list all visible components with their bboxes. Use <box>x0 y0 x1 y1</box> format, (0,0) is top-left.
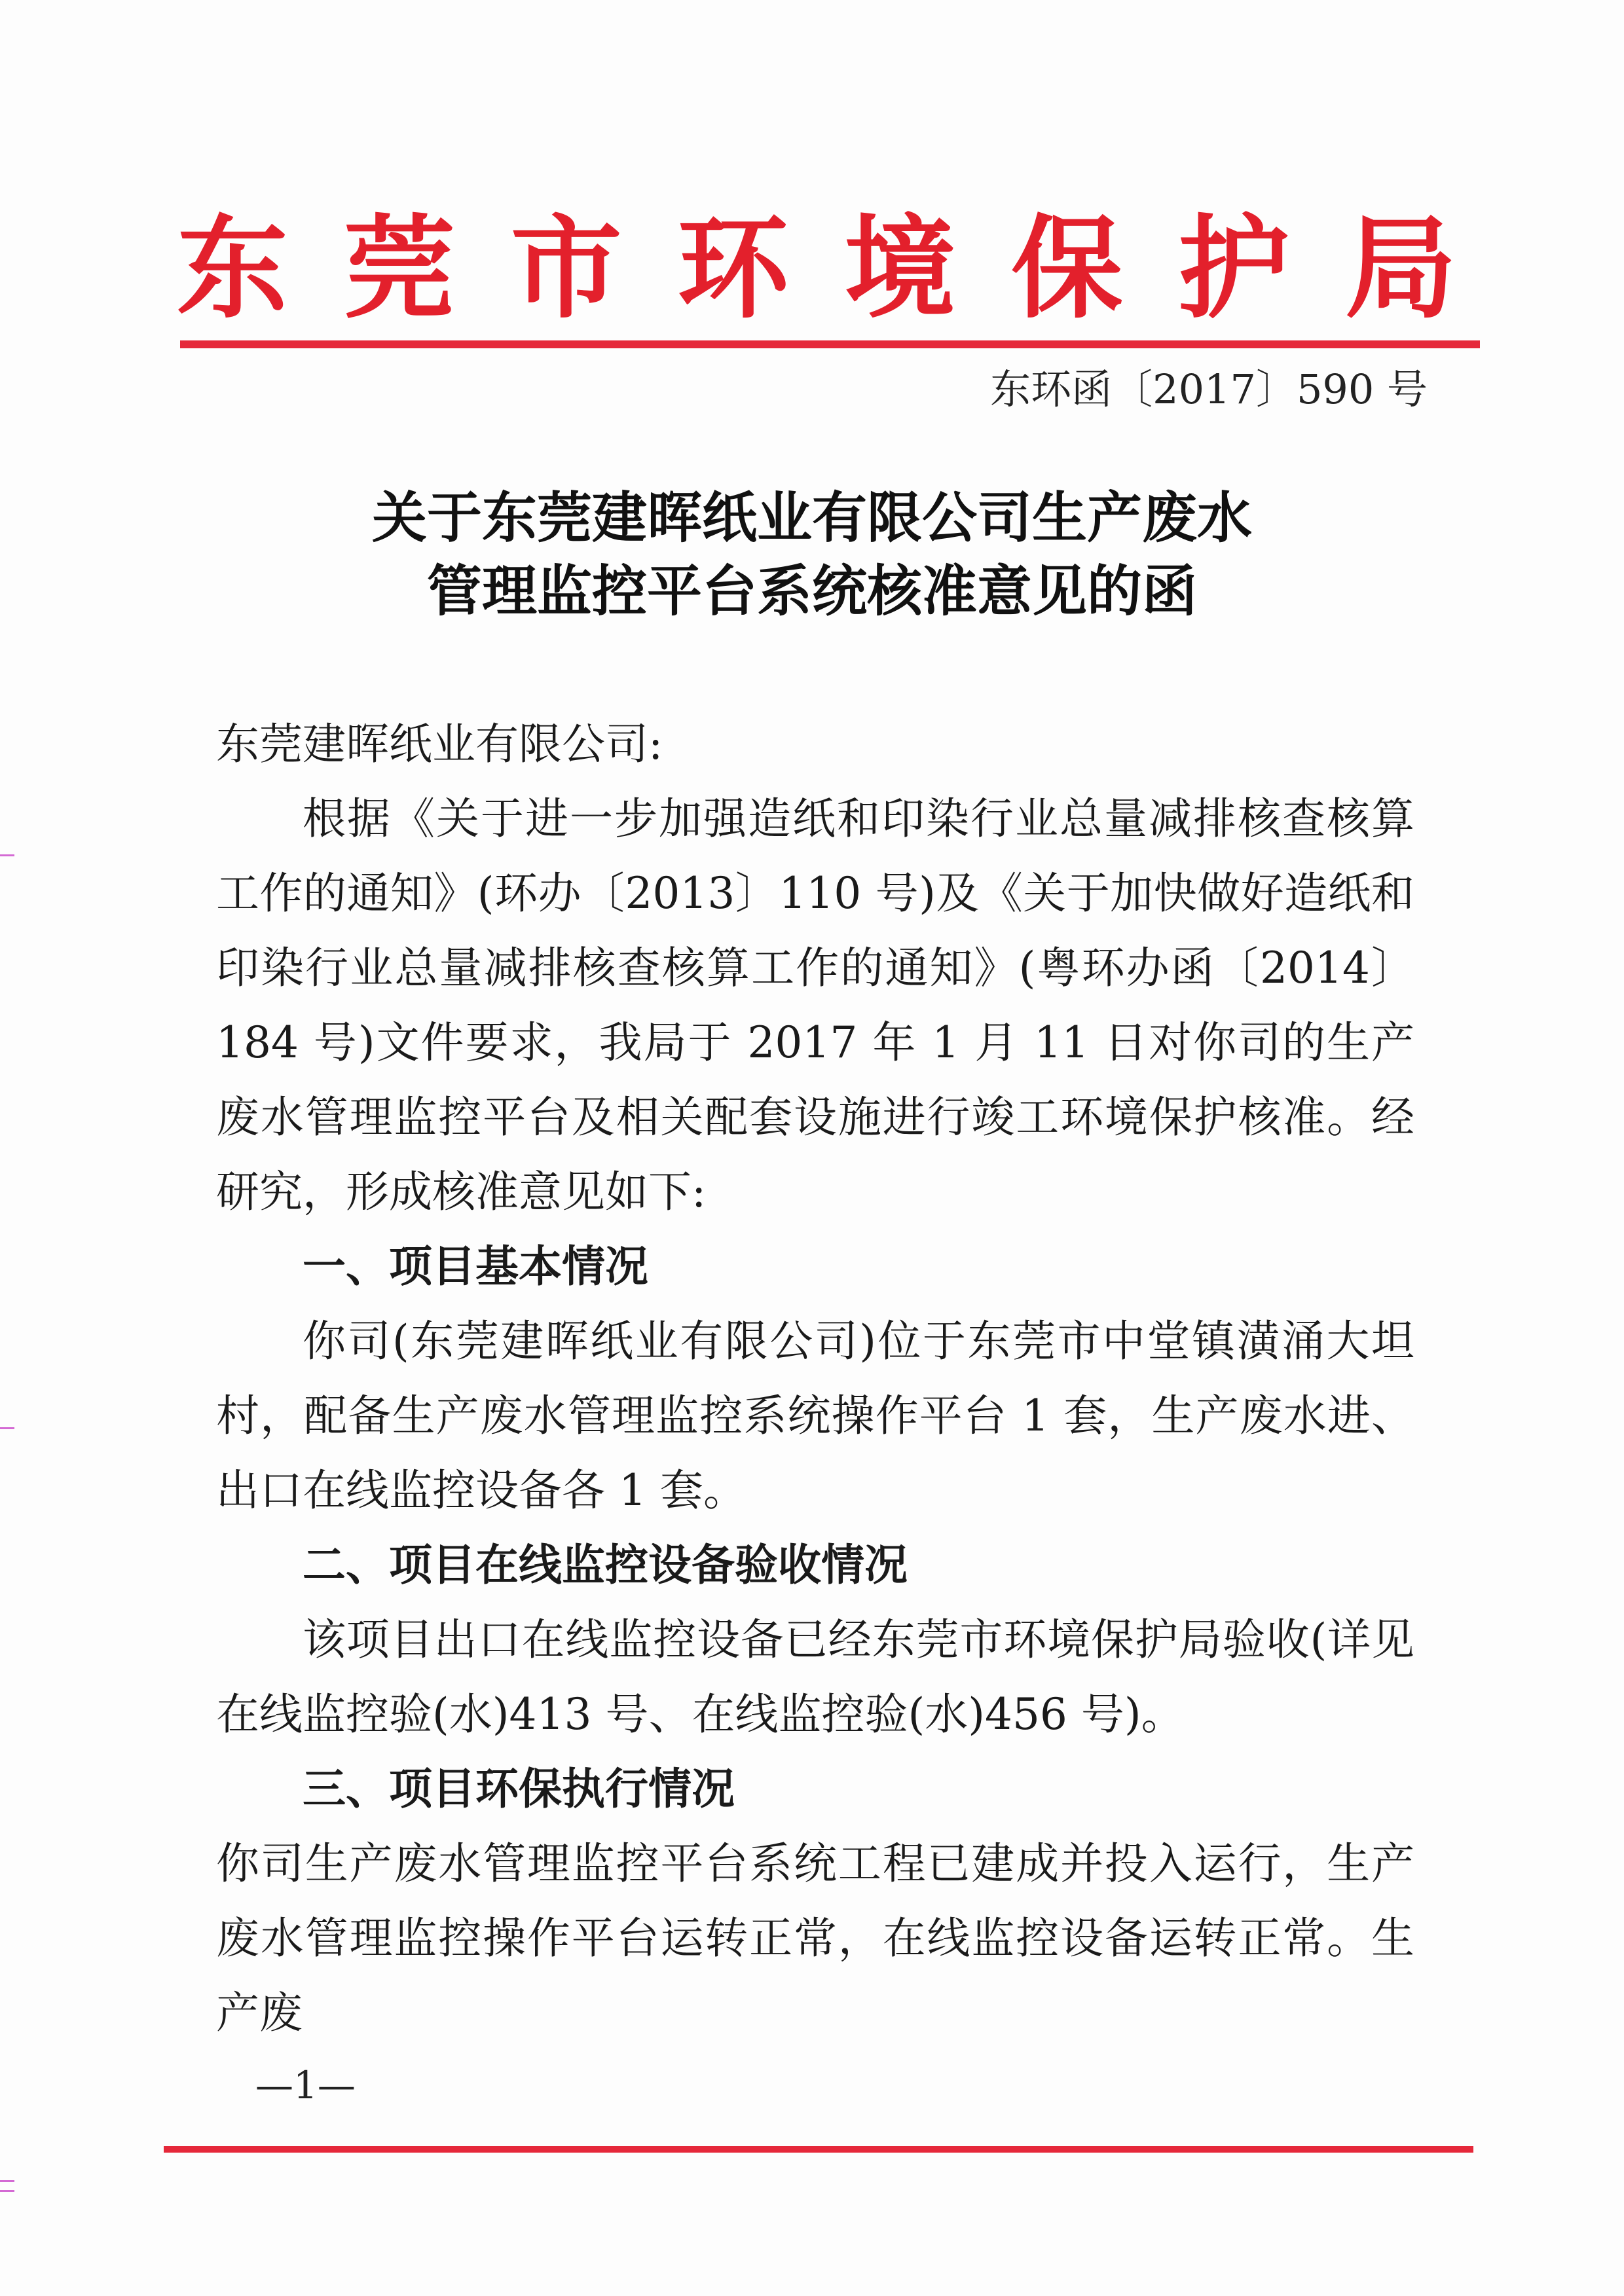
document-title <box>236 481 1388 628</box>
binding-margin-mark <box>0 2180 14 2182</box>
page-number: —1— <box>255 2063 356 2107</box>
section-3-heading: 三、项目环保执行情况 <box>303 1764 735 1814</box>
document-title-line-2: 管理监控平台系统核准意见的函 <box>426 558 1197 623</box>
section-1-heading: 一、项目基本情况 <box>303 1241 648 1292</box>
intro-paragraph: 根据《关于进一步加强造纸和印染行业总量减排核查核算工作的通知》(环办〔2013〕110 号)及《关于加快做好造纸和印染行业总量减排核查核算工作的通知》(粤环办函〔2014〕184 号)文件要求，我局于 2017 年 1 月 11 日对你司的生产废水管理监控平台及相关配套设施进行竣工环境保护核准。经研究，形成核准意见如下: <box>216 793 1414 1217</box>
section-1-paragraph: 你司(东莞建晖纸业有限公司)位于东莞市中堂镇潢涌大坦村，配备生产废水管理监控系统操作平台 1 套，生产废水进、出口在线监控设备各 1 套。 <box>216 1316 1414 1516</box>
document-body <box>216 707 1414 2050</box>
section-2-heading: 二、项目在线监控设备验收情况 <box>303 1540 908 1590</box>
document-number: 东环函〔2017〕590 号 <box>990 365 1428 413</box>
salutation: 东莞建晖纸业有限公司: <box>216 719 663 769</box>
binding-margin-mark <box>0 854 14 856</box>
section-3-paragraph: 你司生产废水管理监控平台系统工程已建成并投入运行，生产废水管理监控操作平台运转正常，在线监控设备运转正常。生产废 <box>216 1838 1414 2038</box>
binding-margin-mark <box>0 1427 14 1429</box>
section-2-paragraph: 该项目出口在线监控设备已经东莞市环境保护局验收(详见在线监控验(水)413 号、在线监控验(水)456 号)。 <box>216 1614 1414 1740</box>
agency-letterhead-title: 东莞市环境保护局 <box>177 203 1460 334</box>
document-title-line-1: 关于东莞建晖纸业有限公司生产废水 <box>371 485 1252 550</box>
letterhead-red-rule <box>180 340 1480 348</box>
footer-red-rule <box>164 2146 1473 2153</box>
binding-margin-mark <box>0 2190 14 2192</box>
